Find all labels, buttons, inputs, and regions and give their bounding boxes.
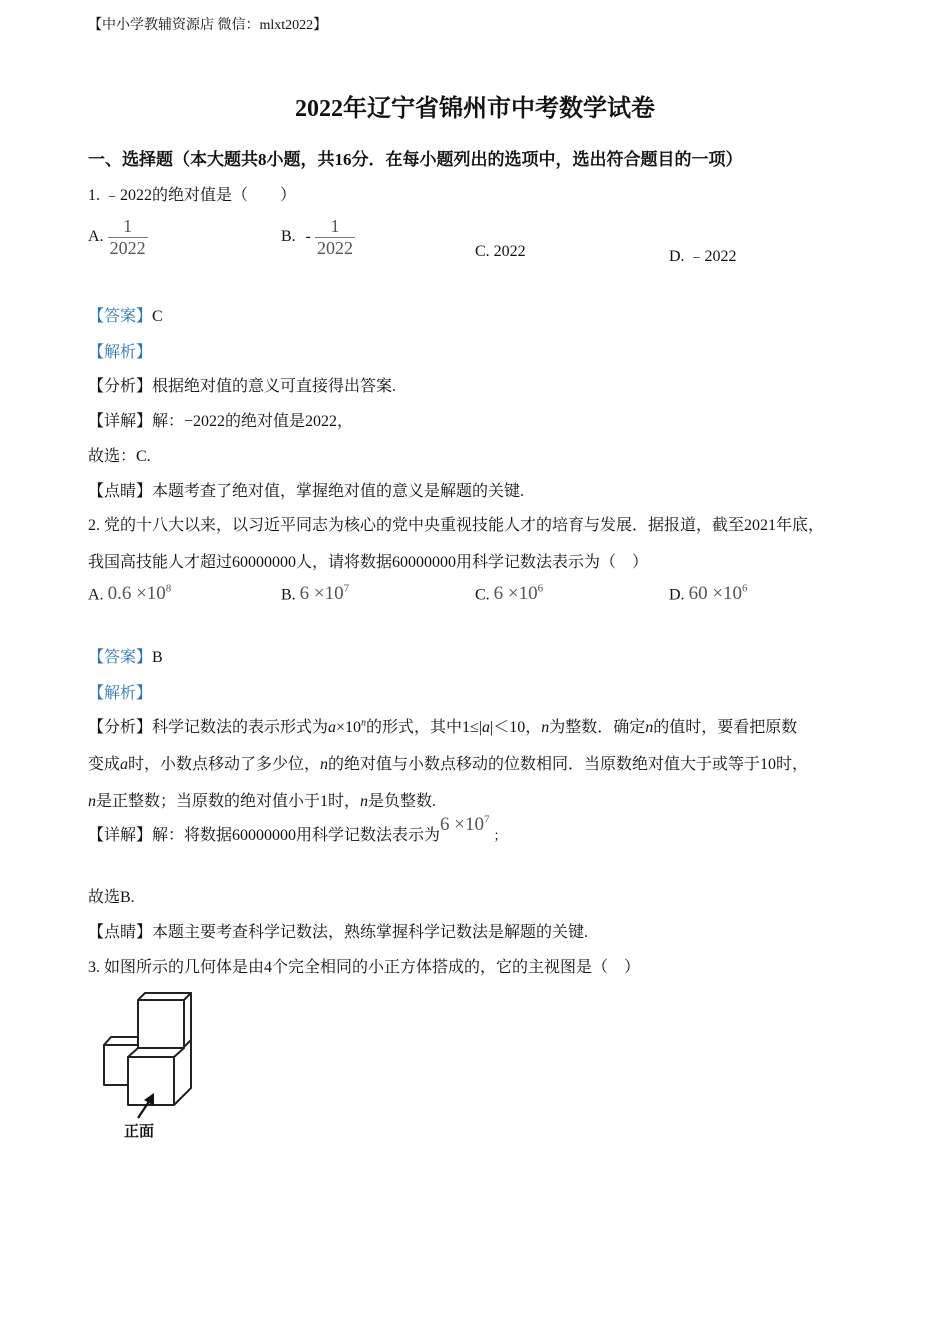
page-header: 【中小学教辅资源店 微信：mlxt2022】 [88,18,328,33]
q2-detail: 【详解】解：将数据60000000用科学记数法表示为$6 \times 10^7$； [88,813,507,844]
q1-jiexi: 【解析】 [88,344,153,361]
q2-option-d: D. $60 \times 10^6$ [669,583,748,605]
q1-option-a: A. $\frac{1}{2022}$ [88,216,146,258]
q1-choice: 故选：C. [88,448,151,465]
q2-choice: 故选B. [88,889,135,906]
section-heading: 一、选择题（本大题共8小题，共16分．在每小题列出的选项中，选出符合题目的一项） [88,150,743,169]
q2-analysis-line3: n是正整数；当原数的绝对值小于1时，n是负整数. [88,793,437,810]
q2-comment: 【点睛】本题主要考查科学记数法，熟练掌握科学记数法是解题的关键. [88,924,589,941]
q1-option-b: B. - $\frac{1}{2022}$ [281,216,353,258]
q2-analysis-line1: 【分析】科学记数法的表示形式为$a\times 10^n$的形式，其中1≤|a|＜10，n为整数．确定n的值时，要看把原数 [88,717,798,736]
q1-comment: 【点睛】本题考查了绝对值，掌握绝对值的意义是解题的关键. [88,483,525,500]
q2-option-a: A. $0.6 \times 10^8$ [88,583,172,605]
q1-detail: 【详解】解：−2022的绝对值是2022， [88,413,354,430]
q2-analysis-line2: 变成a时，小数点移动了多少位，n的绝对值与小数点移动的位数相同．当原数绝对值大于或等于10时， [88,756,809,773]
q2-answer: 【答案】B [88,649,163,666]
q1-option-c: C. 2022 [475,243,526,260]
q2-stem-line2: 我国高技能人才超过60000000人，请将数据60000000用科学记数法表示为（ ） [88,554,649,571]
q2-option-c: C. $6 \times 10^6$ [475,583,544,605]
q3-cube-figure [98,988,208,1148]
q3-stem: 3. 如图所示的几何体是由4个完全相同的小正方体搭成的，它的主视图是（ ） [88,959,641,976]
q1-analysis: 【分析】根据绝对值的意义可直接得出答案. [88,378,397,395]
q3-figure-label: 正面 [124,1122,155,1140]
q1-option-a-fraction: $\frac{1}{2022}$ [109,216,146,258]
q1-option-b-fraction: $\frac{1}{2022}$ [317,216,353,258]
q2-jiexi: 【解析】 [88,685,153,702]
page-title: 2022年辽宁省锦州市中考数学试卷 [295,96,655,122]
q1-stem: 1. ﹣2022的绝对值是（ ） [88,187,297,204]
q2-stem-line1: 2. 党的十八大以来，以习近平同志为核心的党中央重视技能人才的培育与发展．据报道，截至2021年底， [88,517,825,534]
q1-option-d: D. ﹣2022 [669,248,737,265]
q1-answer: 【答案】C [88,308,163,325]
q2-option-b: B. $6 \times 10^7$ [281,583,350,605]
